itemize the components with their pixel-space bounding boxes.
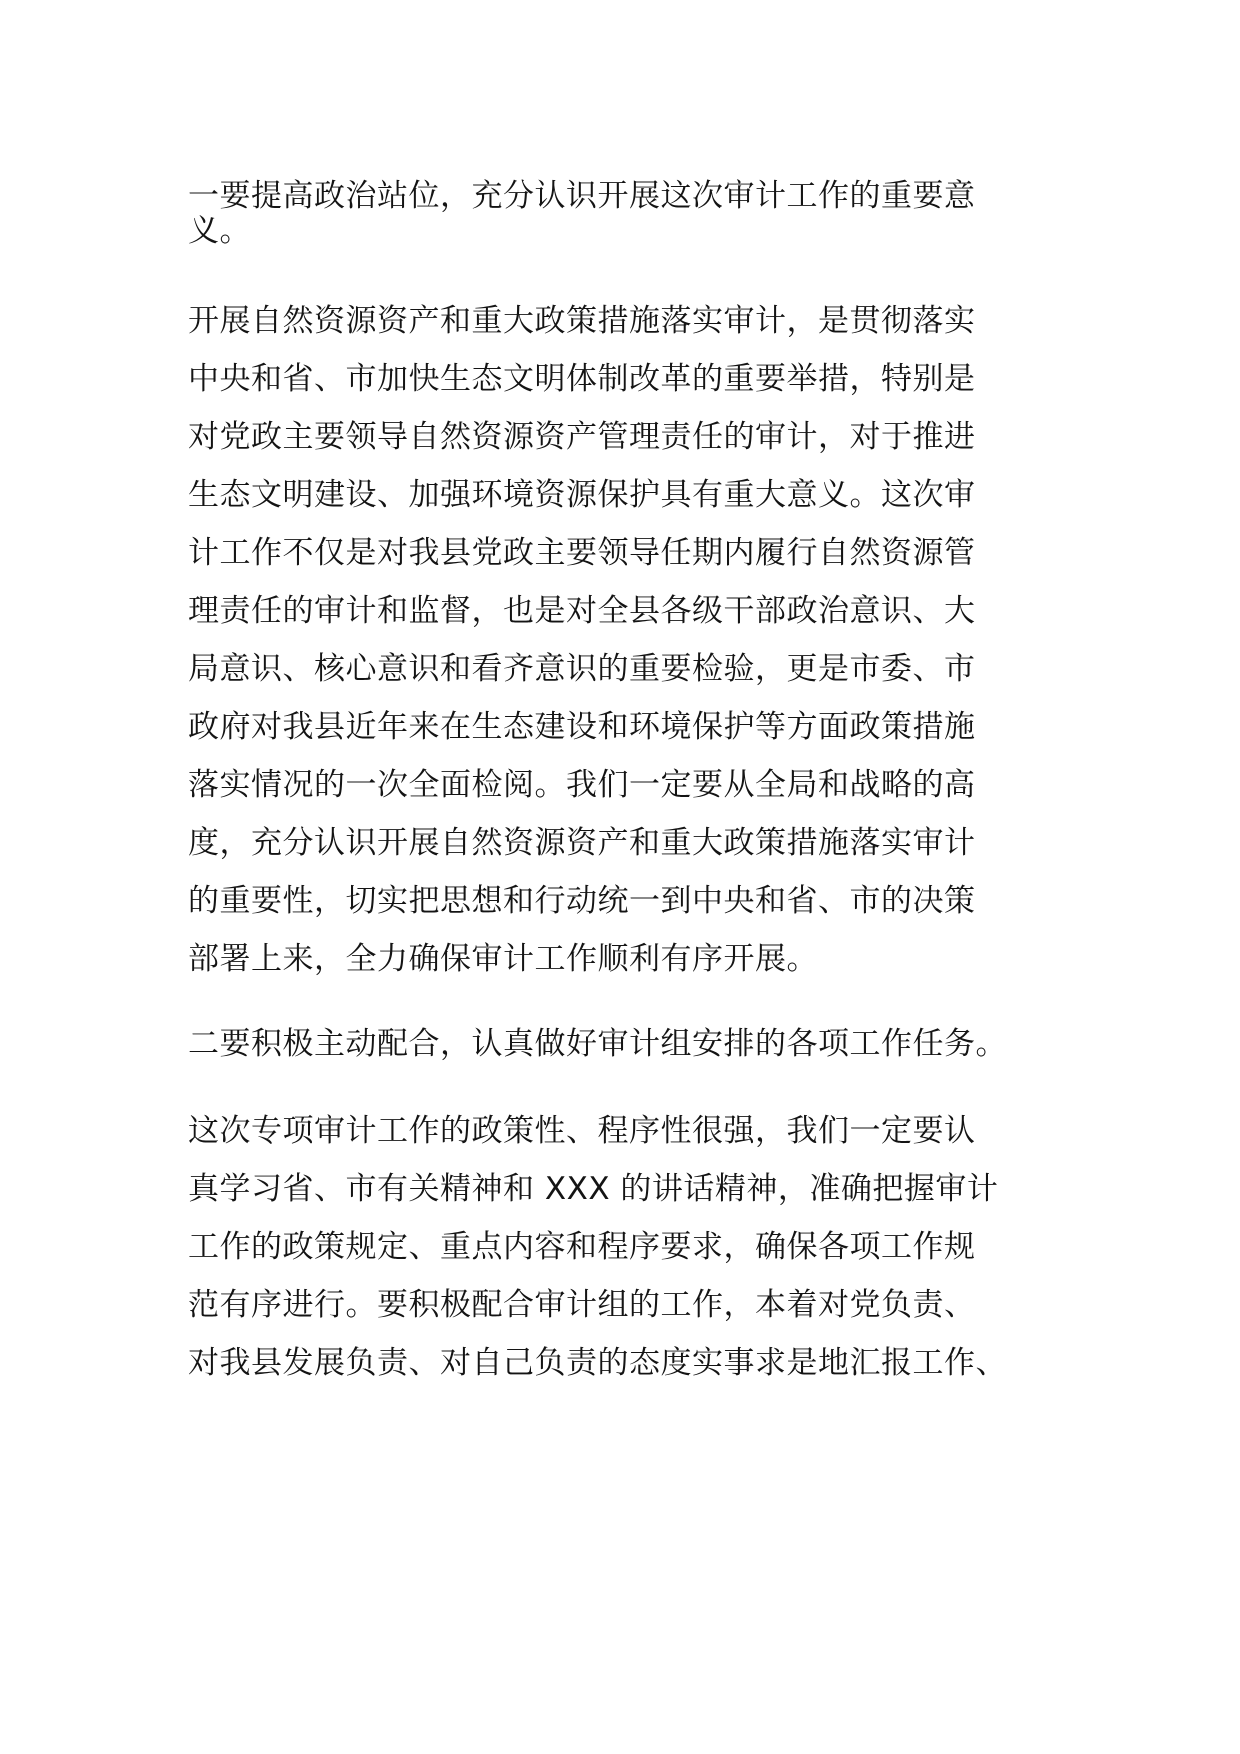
paragraph-2-line-2: 中央和省、市加快生态文明体制改革的重要举措，特别是 [188, 361, 976, 397]
paragraph-2-line-7: 局意识、核心意识和看齐意识的重要检验，更是市委、市 [188, 651, 976, 687]
paragraph-2-line-10: 度，充分认识开展自然资源资产和重大政策措施落实审计 [188, 825, 976, 861]
paragraph-3-line-1: 二要积极主动配合，认真做好审计组安排的各项工作任务。 [188, 1026, 1007, 1062]
paragraph-2-line-12: 部署上来，全力确保审计工作顺利有序开展。 [188, 941, 818, 977]
paragraph-2-line-5: 计工作不仅是对我县党政主要领导任期内履行自然资源管 [188, 535, 976, 571]
paragraph-4-line-4: 范有序进行。要积极配合审计组的工作，本着对党负责、 [188, 1287, 976, 1323]
paragraph-1-line-2: 义。 [188, 213, 251, 249]
paragraph-2-line-1: 开展自然资源资产和重大政策措施落实审计，是贯彻落实 [188, 303, 976, 339]
paragraph-2-line-8: 政府对我县近年来在生态建设和环境保护等方面政策措施 [188, 709, 976, 745]
paragraph-2-line-6: 理责任的审计和监督，也是对全县各级干部政治意识、大 [188, 593, 976, 629]
paragraph-2-line-4: 生态文明建设、加强环境资源保护具有重大意义。这次审 [188, 477, 976, 513]
paragraph-4-line-5: 对我县发展负责、对自己负责的态度实事求是地汇报工作、 [188, 1345, 1007, 1381]
paragraph-4-line-2: 真学习省、市有关精神和 XXX 的讲话精神，准确把握审计 [188, 1171, 999, 1207]
paragraph-4-line-3: 工作的政策规定、重点内容和程序要求，确保各项工作规 [188, 1229, 976, 1265]
paragraph-1-line-1: 一要提高政治站位，充分认识开展这次审计工作的重要意 [188, 178, 976, 214]
paragraph-4-line-1: 这次专项审计工作的政策性、程序性很强，我们一定要认 [188, 1113, 976, 1149]
paragraph-2-line-11: 的重要性，切实把思想和行动统一到中央和省、市的决策 [188, 883, 976, 919]
paragraph-2-line-9: 落实情况的一次全面检阅。我们一定要从全局和战略的高 [188, 767, 976, 803]
paragraph-2-line-3: 对党政主要领导自然资源资产管理责任的审计，对于推进 [188, 419, 976, 455]
